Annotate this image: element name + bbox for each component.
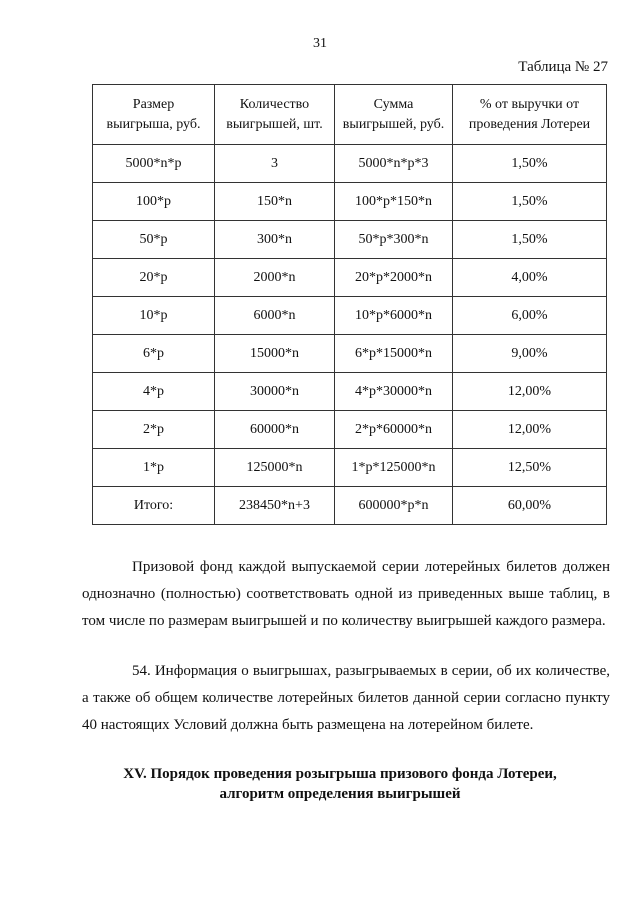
table-cell: 1*p*125000*n bbox=[335, 449, 453, 487]
table-cell: 12,00% bbox=[453, 373, 607, 411]
table-cell: 4*p bbox=[93, 373, 215, 411]
table-cell: 6*p bbox=[93, 335, 215, 373]
table-cell: 4,00% bbox=[453, 259, 607, 297]
table-cell: 2000*n bbox=[215, 259, 335, 297]
table-cell: 238450*n+3 bbox=[215, 487, 335, 525]
table-cell: 1,50% bbox=[453, 221, 607, 259]
table-cell: 9,00% bbox=[453, 335, 607, 373]
table-cell: 60,00% bbox=[453, 487, 607, 525]
table-cell: 150*n bbox=[215, 183, 335, 221]
table-cell: 1*p bbox=[93, 449, 215, 487]
table-cell: 1,50% bbox=[453, 183, 607, 221]
table-cell: 12,50% bbox=[453, 449, 607, 487]
table-cell: 50*p bbox=[93, 221, 215, 259]
table-total-row bbox=[93, 487, 607, 525]
table-cell: 10*p*6000*n bbox=[335, 297, 453, 335]
table-row bbox=[93, 183, 607, 221]
page-number: 31 bbox=[313, 36, 327, 51]
table-cell: 6000*n bbox=[215, 297, 335, 335]
paragraph-text: Призовой фонд каждой выпускаемой серии лотерейных билетов должен однозначно (полностью) соответствовать одной из приведенных выше таблиц, в том числе по размерам выигрышей и по количеству выигрышей каждого размера. bbox=[82, 559, 610, 629]
table-cell: 15000*n bbox=[215, 335, 335, 373]
table-cell: 30000*n bbox=[215, 373, 335, 411]
section-heading-line: XV. Порядок проведения розыгрыша призового фонда Лотереи, bbox=[123, 766, 557, 782]
table-cell: 50*p*300*n bbox=[335, 221, 453, 259]
table-caption: Таблица № 27 bbox=[518, 59, 608, 75]
table-row bbox=[93, 259, 607, 297]
table-cell: 1,50% bbox=[453, 145, 607, 183]
table-row bbox=[93, 449, 607, 487]
table-cell: 2*p*60000*n bbox=[335, 411, 453, 449]
table-cell: Итого: bbox=[93, 487, 215, 525]
section-heading bbox=[60, 764, 620, 804]
table-cell: 100*p bbox=[93, 183, 215, 221]
table-cell: 10*p bbox=[93, 297, 215, 335]
table-cell: 6,00% bbox=[453, 297, 607, 335]
header-revenue-percent: % от выручки от проведения Лотереи bbox=[453, 85, 607, 145]
header-prize-size: Размер выигрыша, руб. bbox=[93, 85, 215, 145]
section-heading-line: алгоритм определения выигрышей bbox=[219, 786, 461, 802]
table-cell: 3 bbox=[215, 145, 335, 183]
clause-54-paragraph bbox=[82, 658, 610, 739]
table-cell: 2*p bbox=[93, 411, 215, 449]
table-cell: 5000*n*p bbox=[93, 145, 215, 183]
prize-table bbox=[92, 84, 607, 525]
table-cell: 100*p*150*n bbox=[335, 183, 453, 221]
paragraph-text: 54. Информация о выигрышах, разыгрываемых в серии, об их количестве, а также об общем количестве лотерейных билетов данной серии согласно пункту 40 настоящих Условий должна быть размещена на лотерейном билете. bbox=[82, 663, 610, 733]
table-row bbox=[93, 411, 607, 449]
table-cell: 300*n bbox=[215, 221, 335, 259]
table-row bbox=[93, 297, 607, 335]
table-cell: 12,00% bbox=[453, 411, 607, 449]
table-row bbox=[93, 221, 607, 259]
table-header-row bbox=[93, 85, 607, 145]
header-prize-sum: Сумма выигрышей, руб. bbox=[335, 85, 453, 145]
prize-fund-paragraph bbox=[82, 554, 610, 635]
table-cell: 125000*n bbox=[215, 449, 335, 487]
table-cell: 4*p*30000*n bbox=[335, 373, 453, 411]
table-cell: 20*p bbox=[93, 259, 215, 297]
table-row bbox=[93, 145, 607, 183]
table-cell: 60000*n bbox=[215, 411, 335, 449]
table-cell: 6*p*15000*n bbox=[335, 335, 453, 373]
table-cell: 20*p*2000*n bbox=[335, 259, 453, 297]
table-row bbox=[93, 335, 607, 373]
table-cell: 600000*p*n bbox=[335, 487, 453, 525]
table-row bbox=[93, 373, 607, 411]
header-prize-count: Количество выигрышей, шт. bbox=[215, 85, 335, 145]
table-cell: 5000*n*p*3 bbox=[335, 145, 453, 183]
